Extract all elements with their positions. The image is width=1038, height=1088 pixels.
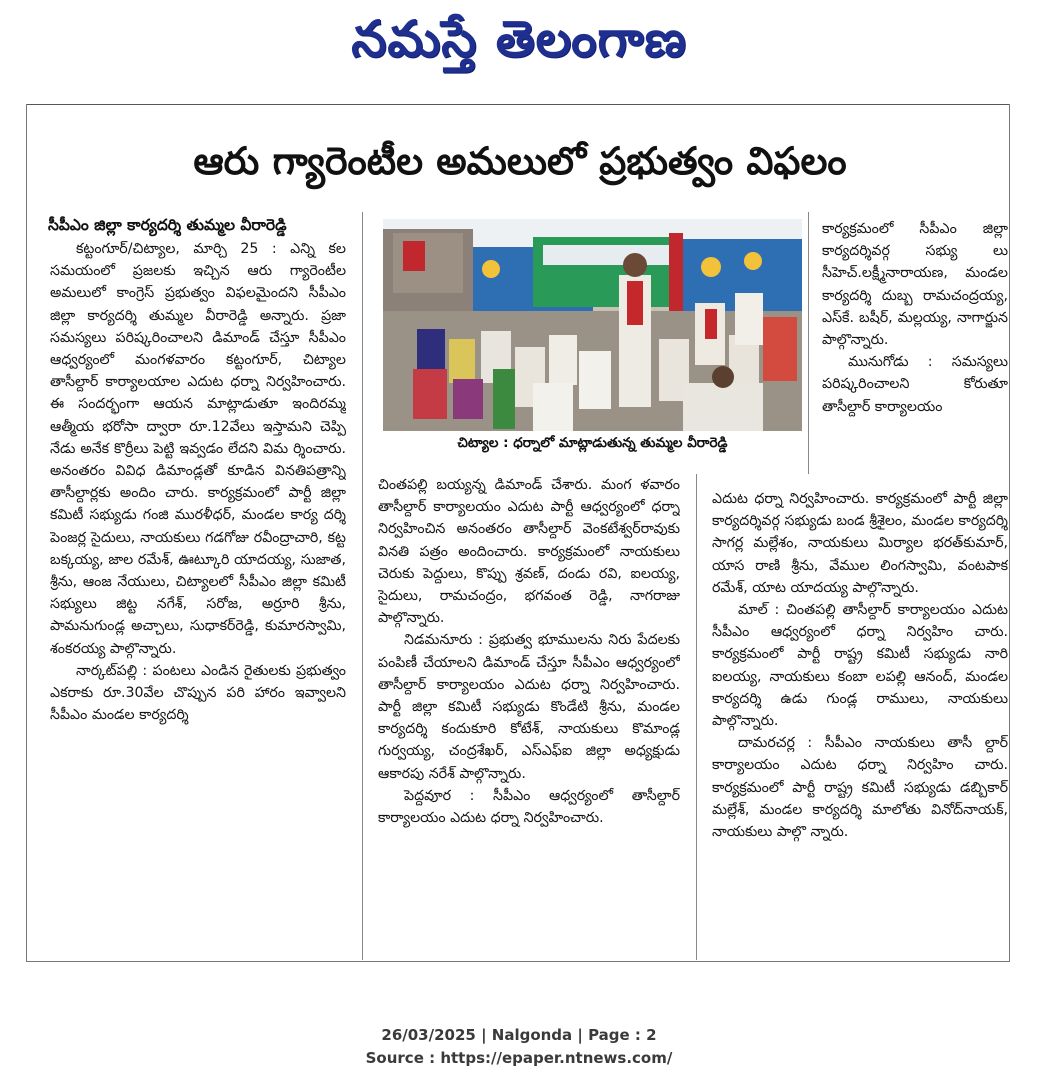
- paragraph-damaracherla: దామరచర్ల : సీపీఎం నాయకులు తాసీ ల్దార్ కార్యాలయం ఎదుట ధర్నా నిర్వహిం చారు. కార్యక్రమంలో పార్టీ రాష్ట్ర కమిటీ సభ్యుడు డబ్బికార్ మల్లేశ్, మండల కార్యదర్శి మాలోతు వినోద్‌నాయక్, నాయకులు పాల్గొ న్నారు.: [712, 735, 1008, 841]
- page-edge-marks: [0, 100, 10, 960]
- paragraph-munugode: మునుగోడు : సమస్యలు పరిష్కరించాలని కోరుతూ తాసీల్దార్ కార్యాలయం: [822, 354, 1008, 415]
- news-photo: [383, 219, 802, 431]
- paragraph-narketpally: నార్కట్‌పల్లి : పంటలు ఎండిన రైతులకు ప్రభుత్వం ఎకరాకు రూ.30వేల చొప్పున పరి హారం ఇవ్వాలని సీపీఎం మండల కార్యదర్శి: [50, 662, 346, 724]
- right-edge-rule: [1009, 104, 1010, 962]
- column-divider: [696, 474, 697, 960]
- article-byline: సీపీఎం జిల్లా కార్యదర్శి తుమ్మల వీరారెడ్డి: [48, 216, 287, 234]
- page-footer: [0, 1024, 1038, 1074]
- paragraph-mal: మాల్ : చింతపల్లి తాసీల్దార్ కార్యాలయం ఎదుట సీపీఎం ఆధ్వర్యంలో ధర్నా నిర్వహిం చారు. కార్యక్రమంలో పార్టీ రాష్ట్ర కమిటీ సభ్యుడు నారి ఐలయ్య, నాయకులు కంబా లపల్లి ఆనంద్, మండల కార్యదర్శి ఉడు గుండ్ల రాములు, నాయకులు పాల్గొన్నారు.: [712, 602, 1008, 730]
- paragraph-peddavura-cont: కార్యక్రమంలో సీపీఎం జిల్లా కార్యదర్శివర్గ సభ్యు లు సీహెచ్.లక్ష్మీనారాయణ, మండల కార్యదర్శి దుబ్బ రామచంద్రయ్య, ఎస్‌కే. బషీర్, మల్లయ్య, నాగార్జున పాల్గొన్నారు.: [822, 221, 1008, 349]
- masthead-logo: నమస్తే తెలంగాణ: [351, 10, 687, 68]
- article-column-3-top: [822, 218, 1008, 488]
- footer-date-line: 26/03/2025 | Nalgonda | Page : 2: [381, 1026, 657, 1044]
- column-divider: [808, 212, 809, 474]
- paragraph-narketpally-cont: చింతపల్లి బయ్యన్న డిమాండ్ చేశారు. మంగ ళవారం తాసీల్దార్ కార్యాలయం ఎదుట పార్టీ ఆధ్వర్యంలో ధర్నా నిర్వహించిన అనంతరం తాసీల్దార్ వెంకటేశ్వర్‌రావుకు వినతి పత్రం అందించారు. కార్యక్రమంలో నాయకులు చెరుకు పెద్దులు, కొప్పు శ్రవణ్, దండు రవి, ఐలయ్య, సైదులు, రామచంద్రం, భగవంత రెడ్డి, నాగరాజు పాల్గొన్నారు.: [378, 477, 680, 627]
- paragraph-nidamanur: నిడమనూరు : ప్రభుత్వ భూములను నిరు పేదలకు పంపిణీ చేయాలని డిమాండ్ చేస్తూ సీపీఎం ఆధ్వర్యంలో తాసీల్దార్ కార్యాలయం ఎదుట ధర్నా నిర్వహించారు. పార్టీ జిల్లా కమిటీ సభ్యుడు కొండేటి శ్రీను, మండల కార్యదర్శి కందుకూరి కోటేశ్, నాయకులు కొమాండ్ల గుర్వయ్య, చంద్రశేఖర్, ఎస్‌ఎఫ్ఐ జిల్లా అధ్యక్షుడు ఆకారపు నరేశ్ పాల్గొన్నారు.: [378, 632, 680, 782]
- top-rule: [26, 104, 1010, 105]
- footer-source-line: Source : https://epaper.ntnews.com/: [365, 1049, 673, 1067]
- paragraph-kattangur: కట్టంగూర్/చిట్యాల, మార్చి 25 : ఎన్ని కల సమయంలో ప్రజలకు ఇచ్చిన ఆరు గ్యారెంటీల అమలులో కాంగ్రెస్ ప్రభుత్వం విఫలమైందని సీపీఎం జిల్లా కార్యదర్శి తుమ్మల వీరారెడ్డి అన్నారు. ప్రజా సమస్యలు పరిష్కరించాలని డిమాండ్ చేస్తూ సీపీఎం ఆధ్వర్యంలో మంగళవారం కట్టంగూర్, చిట్యాల తాసీల్దార్ కార్యాలయాల ఎదుట ధర్నా నిర్వహించారు. ఈ సందర్భంగా ఆయన మాట్లాడుతూ ఇందిరమ్మ ఆత్మీయ భరోసా ద్వారా రూ.12వేలు ఇస్తామని చెప్పి నేడు అనేక కొర్రీలు పెట్టి ఇవ్వడం లేదని విమ ర్శించారు. అనంతరం వివిధ డిమాండ్లతో కూడిన వినతిపత్రాన్ని తాసీల్దార్లకు అందిం చారు. కార్యక్రమంలో పార్టీ జిల్లా కమిటీ సభ్యుడు గంజి మురళీధర్, మండల కార్య దర్శి పెంజర్ల సైదులు, నాయకులు గడగోజు రవీంద్రాచారి, కట్ట బక్కయ్య, జాల రమేశ్, ఊట్కూరి యాదయ్య, సుజాత, శ్రీను, ఆంజ నేయులు, చిట్యాలలో సీపీఎం జిల్లా కమిటీ సభ్యులు జిట్ట నగేశ్, సరోజ, అర్రూరి శ్రీను, పామనుగుండ్ల అచ్చాలు, సుధాకర్‌రెడ్డి, కుమారస్వామి, శంకరయ్య పాల్గొన్నారు.: [50, 241, 346, 657]
- article-column-3: [712, 488, 1008, 960]
- article-headline: ఆరు గ్యారెంటీల అమలులో ప్రభుత్వం విఫలం: [193, 139, 847, 183]
- article-column-2: [378, 474, 680, 960]
- left-edge-rule: [26, 104, 27, 962]
- masthead: [0, 0, 1038, 80]
- paragraph-munugode-cont: ఎదుట ధర్నా నిర్వహించారు. కార్యక్రమంలో పార్టీ జిల్లా కార్యదర్శివర్గ సభ్యుడు బండ శ్రీశైలం, మండల కార్యదర్శి సాగర్ల మల్లేశం, నాయకులు మిర్యాల భరత్‌కుమార్, యాస రాణి శ్రీను, వేముల లింగస్వామి, వంటపాక రమేశ్, యాట యాదయ్య పాల్గొన్నారు.: [712, 491, 1008, 596]
- column-divider: [362, 212, 363, 960]
- article-column-1: [50, 238, 346, 966]
- paragraph-peddavura: పెద్దవూర : సీపీఎం ఆధ్వర్యంలో తాసీల్దార్ కార్యాలయం ఎదుట ధర్నా నిర్వహించారు.: [378, 787, 680, 827]
- photo-caption: చిట్యాల : ధర్నాలో మాట్లాడుతున్న తుమ్మల వీరారెడ్డి: [457, 435, 728, 451]
